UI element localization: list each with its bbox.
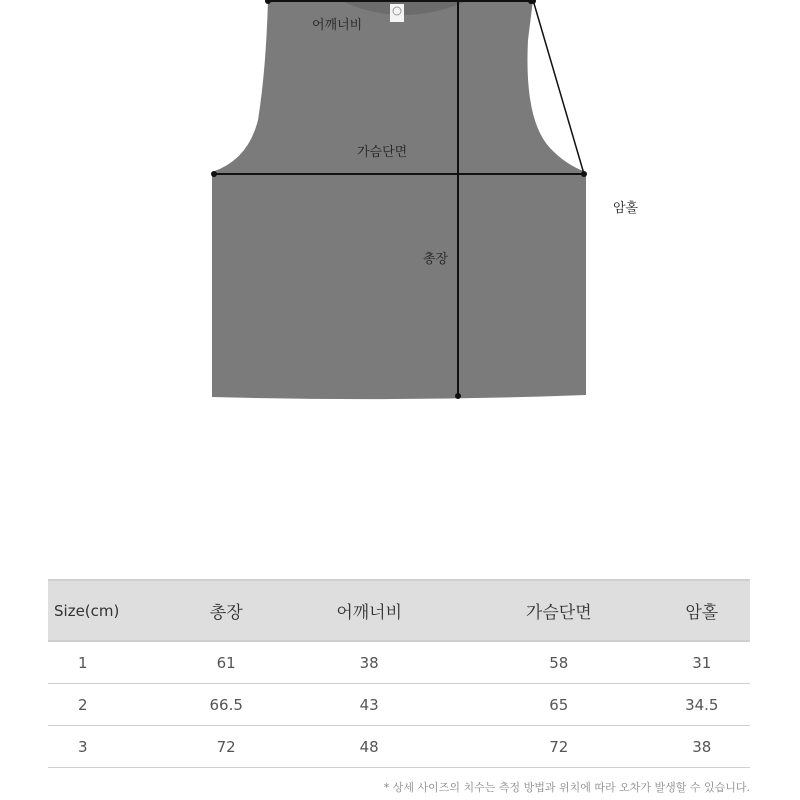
shoulder-cell: 43: [274, 684, 464, 726]
table-row: [48, 684, 750, 726]
header-armhole: 암홀: [654, 580, 750, 641]
chest-start-dot: [211, 171, 217, 177]
header-shoulder: 어깨너비: [274, 580, 464, 641]
size-cell: 2: [48, 684, 178, 726]
armhole-cell: 38: [654, 726, 750, 768]
measurement-footnote: * 상세 사이즈의 치수는 측정 방법과 위치에 따라 오차가 발생할 수 있습니다.: [383, 781, 750, 794]
chest-label: 가슴단면: [357, 145, 408, 160]
chest-cell: 65: [464, 684, 654, 726]
shoulder-cell: 48: [274, 726, 464, 768]
armhole-cell: 31: [654, 641, 750, 684]
header-total-length: 총장: [178, 580, 274, 641]
chest-cell: 72: [464, 726, 654, 768]
header-size: Size(cm): [48, 580, 178, 641]
total-length-cell: 72: [178, 726, 274, 768]
size-table-header: [48, 580, 750, 641]
shoulder-label: 어깨너비: [312, 18, 363, 33]
total-length-cell: 66.5: [178, 684, 274, 726]
size-cell: 1: [48, 641, 178, 684]
total-length-label: 총장: [423, 252, 449, 267]
tank-top-body: [212, 0, 586, 399]
size-table: [48, 579, 750, 768]
length-end-dot: [455, 393, 461, 399]
table-row: [48, 726, 750, 768]
table-row: [48, 641, 750, 684]
armhole-label: 암홀: [613, 201, 639, 216]
size-cell: 3: [48, 726, 178, 768]
chest-cell: 58: [464, 641, 654, 684]
shoulder-cell: 38: [274, 641, 464, 684]
header-chest: 가슴단면: [464, 580, 654, 641]
total-length-cell: 61: [178, 641, 274, 684]
armhole-cell: 34.5: [654, 684, 750, 726]
